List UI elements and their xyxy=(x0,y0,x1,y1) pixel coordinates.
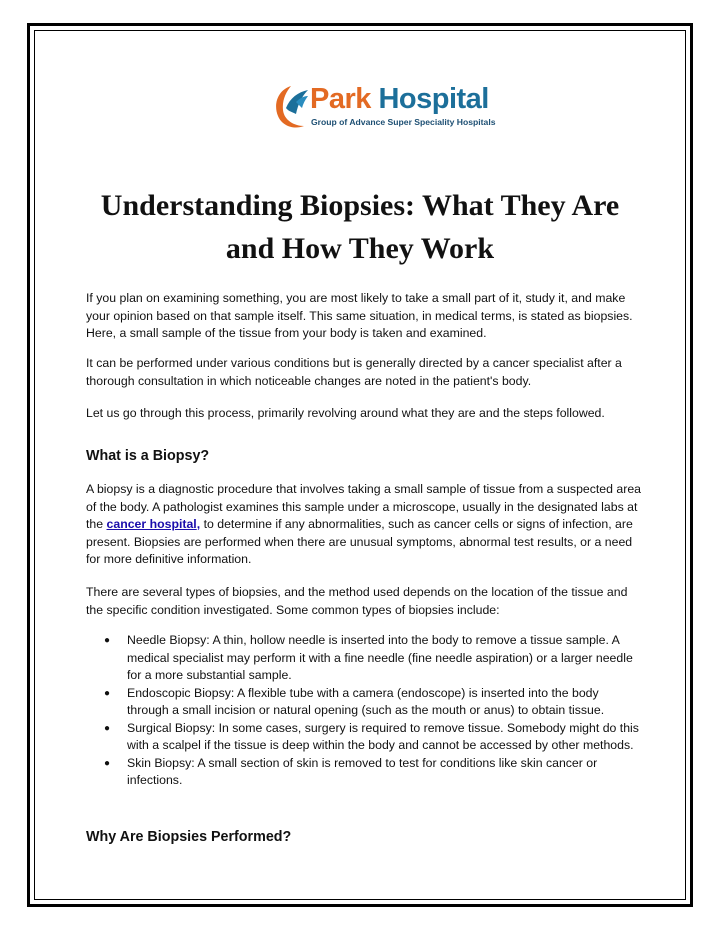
logo-mark-icon xyxy=(272,82,310,134)
list-item-text: Needle Biopsy: A thin, hollow needle is inserted into the body to remove a tissue sample. A medical specialist may perform it with a fine needle (fine needle aspiration) or a larger needle for a more substantial sample. xyxy=(127,633,633,682)
biopsy-types-list xyxy=(86,632,642,790)
bullet-icon: ● xyxy=(104,635,111,646)
cancer-hospital-link[interactable]: cancer hospital xyxy=(106,517,197,531)
list-item-text: Endoscopic Biopsy: A flexible tube with a camera (endoscope) is inserted into the body through a small incision or natural opening (such as the mouth or anus) to obtain tissue. xyxy=(127,685,605,717)
section-heading-what-is-biopsy: What is a Biopsy? xyxy=(86,448,210,464)
bullet-icon: ● xyxy=(104,722,111,734)
section1-p1-text-before: A biopsy is a diagnostic procedure that involves taking a small sample of tissue from a suspected area of the body. A pathologist examines this sample under a microscope, usually in the designated labs at the xyxy=(86,482,642,531)
article-title xyxy=(60,184,660,270)
bullet-icon: ● xyxy=(104,687,111,699)
logo-name-park: Park xyxy=(310,83,371,115)
section1-p1-text-after: to determine if any abnormalities, such as cancer cells or signs of infection, are present. Biopsies are performed when there are unusual symptoms, abnormal test results, or a need for more definitive information. xyxy=(86,517,633,566)
article-title-line-2: and How They Work xyxy=(225,232,495,265)
logo-wordmark xyxy=(310,83,489,115)
list-item-text: Skin Biopsy: A small section of skin is removed to test for conditions like skin cancer or infections. xyxy=(127,755,598,787)
logo-name-hospital: Hospital xyxy=(378,83,489,115)
intro-paragraph-1: If you plan on examining something, you are most likely to take a small part of it, study it, and make your opinion based on that sample itself. This same situation, in medical terms, is stated as biopsies. Here, a small sample of the tissue from your body is taken and examined. xyxy=(86,291,633,340)
logo-tagline: Group of Advance Super Speciality Hospitals xyxy=(311,117,496,127)
list-item-text: Surgical Biopsy: In some cases, surgery is required to remove tissue. Somebody might do this with a scalpel if the tissue is deep within the body and cannot be accessed by other methods. xyxy=(127,720,639,752)
section1-paragraph-2: There are several types of biopsies, and the method used depends on the location of the tissue and the specific condition investigated. Some common types of biopsies include: xyxy=(86,585,628,617)
list-item xyxy=(86,685,642,720)
list-item xyxy=(86,720,642,755)
article-title-line-1: Understanding Biopsies: What They Are xyxy=(100,189,620,222)
intro-paragraph-2: It can be performed under various conditions but is generally directed by a cancer specialist after a thorough consultation in which noticeable changes are noted in the patient's body. xyxy=(86,356,622,388)
link-comma: , xyxy=(196,517,201,531)
list-item xyxy=(86,632,642,685)
intro-paragraph-3: Let us go through this process, primarily revolving around what they are and the steps followed. xyxy=(86,406,605,420)
park-hospital-logo xyxy=(272,82,496,134)
section-heading-why-biopsies: Why Are Biopsies Performed? xyxy=(86,829,292,845)
list-item xyxy=(86,755,642,790)
section1-paragraph-1 xyxy=(86,481,642,569)
bullet-icon: ● xyxy=(104,757,111,769)
